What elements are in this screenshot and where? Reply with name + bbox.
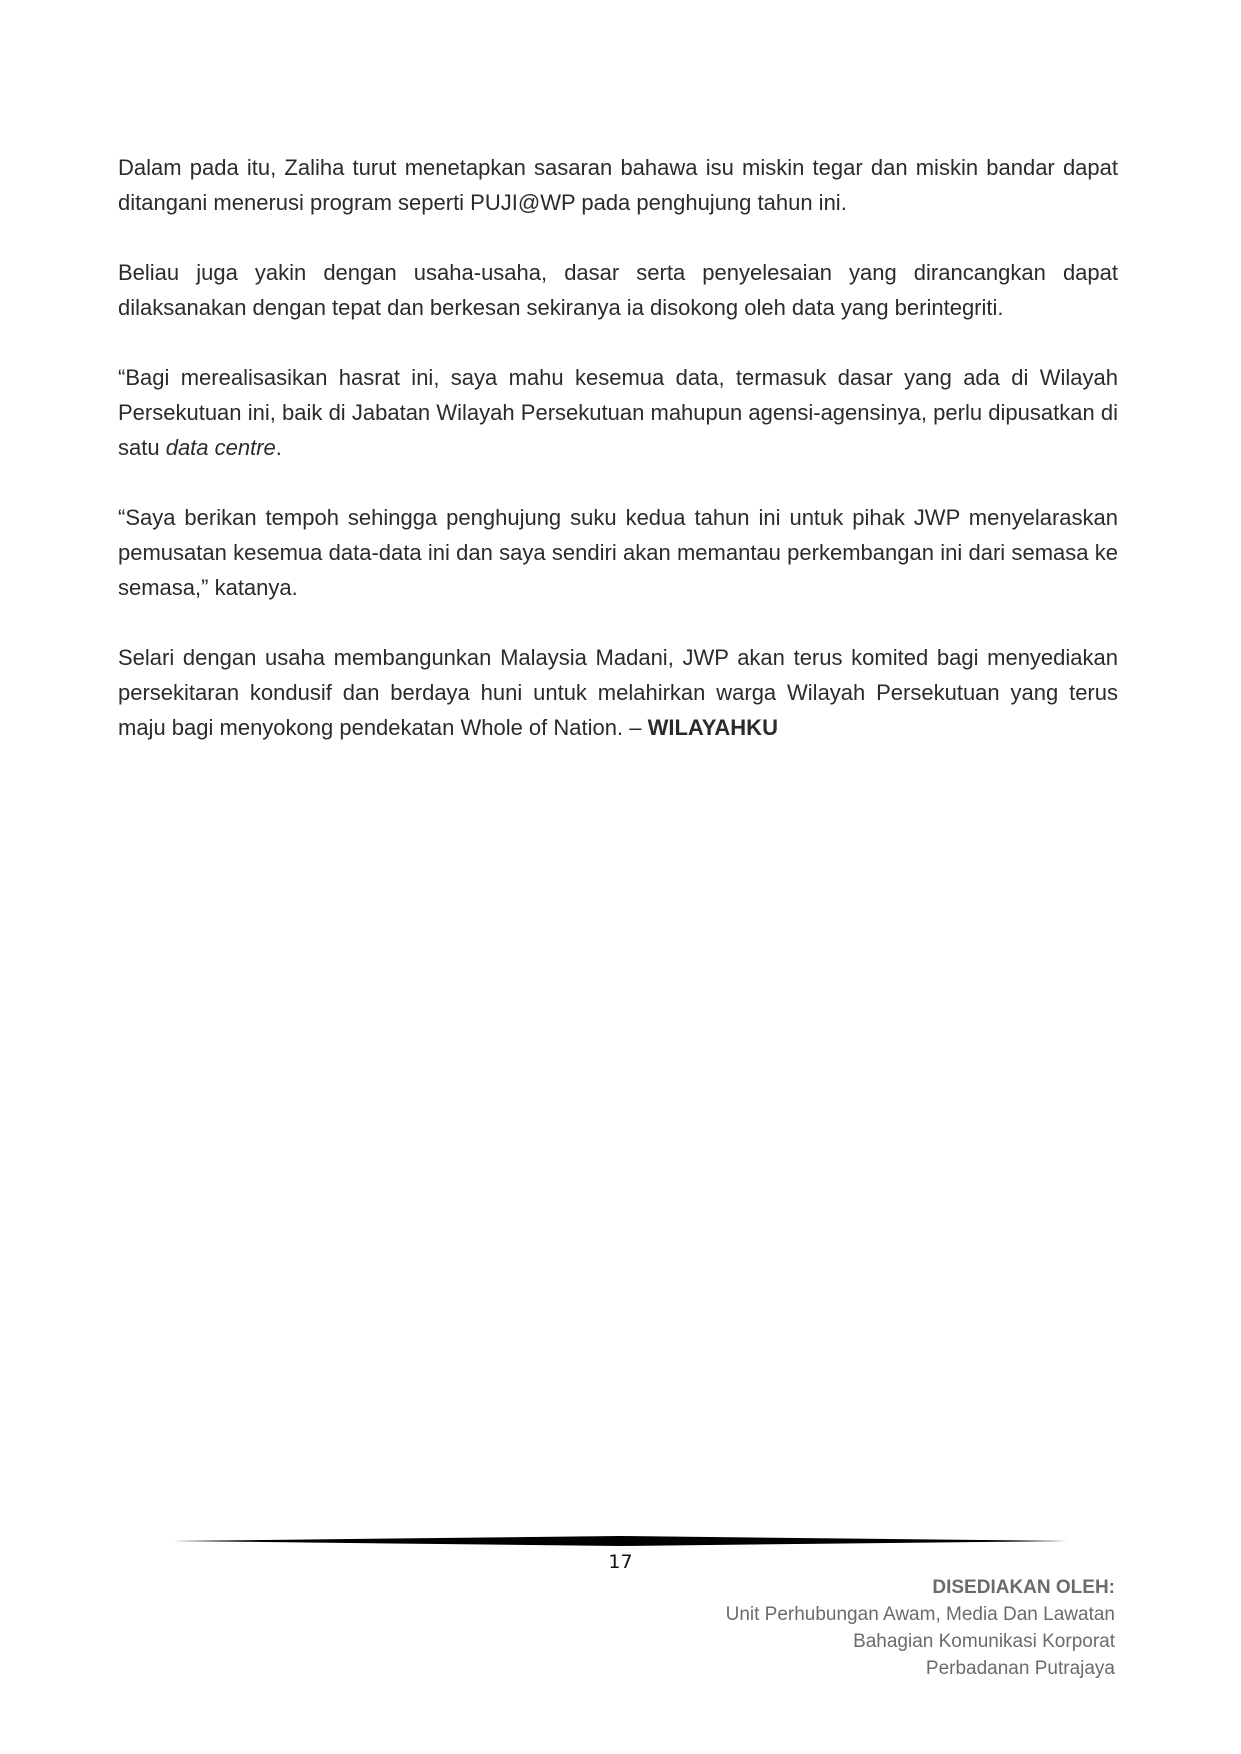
- paragraph-3-text: “Bagi merealisasikan hasrat ini, saya mahu kesemua data, termasuk dasar yang ada di Wilayah Persekutuan ini, baik di Jabatan Wilayah Persekutuan mahupun agensi-agensinya, perlu dipusatkan di satu: [118, 365, 1118, 460]
- page-number: 17: [608, 1551, 633, 1573]
- paragraph-2: [118, 255, 1118, 325]
- paragraph-4-text: “Saya berikan tempoh sehingga penghujung suku kedua tahun ini untuk pihak JWP menyelaraskan pemusatan kesemua data-data ini dan saya sendiri akan memantau perkembangan ini dari semasa ke semasa,” katanya.: [118, 505, 1118, 600]
- prepared-by-block: [726, 1574, 1115, 1682]
- paragraph-3-text-end: .: [275, 435, 282, 460]
- paragraph-5: [118, 640, 1118, 745]
- prepared-by-unit: Unit Perhubungan Awam, Media Dan Lawatan: [725, 1604, 1115, 1625]
- paragraph-2-text: Beliau juga yakin dengan usaha-usaha, dasar serta penyelesaian yang dirancangkan dapat dilaksanakan dengan tepat dan berkesan sekiranya ia disokong oleh data yang berintegriti.: [118, 260, 1118, 320]
- paragraph-3-italic-term: data centre: [165, 435, 276, 460]
- paragraph-1: [118, 150, 1118, 220]
- paragraph-1-text: Dalam pada itu, Zaliha turut menetapkan sasaran bahawa isu miskin tegar dan miskin bandar dapat ditangani menerusi program seperti PUJI@WP pada penghujung tahun ini.: [118, 155, 1118, 215]
- footer-divider-line: [172, 1536, 1068, 1546]
- prepared-by-organization: Perbadanan Putrajaya: [925, 1658, 1115, 1679]
- paragraph-3: [118, 360, 1118, 465]
- paragraph-5-text: Selari dengan usaha membangunkan Malaysia Madani, JWP akan terus komited bagi menyediakan persekitaran kondusif dan berdaya huni untuk melahirkan warga Wilayah Persekutuan yang terus maju bagi menyokong pendekatan Whole of Nation. –: [118, 645, 1118, 740]
- footer-divider: [172, 1536, 1068, 1546]
- source-byline: WILAYAHKU: [647, 715, 778, 740]
- prepared-by-division: Bahagian Komunikasi Korporat: [853, 1631, 1115, 1652]
- prepared-by-heading: DISEDIAKAN OLEH:: [932, 1577, 1115, 1598]
- paragraph-4: [118, 500, 1118, 605]
- article-body: [118, 150, 1118, 780]
